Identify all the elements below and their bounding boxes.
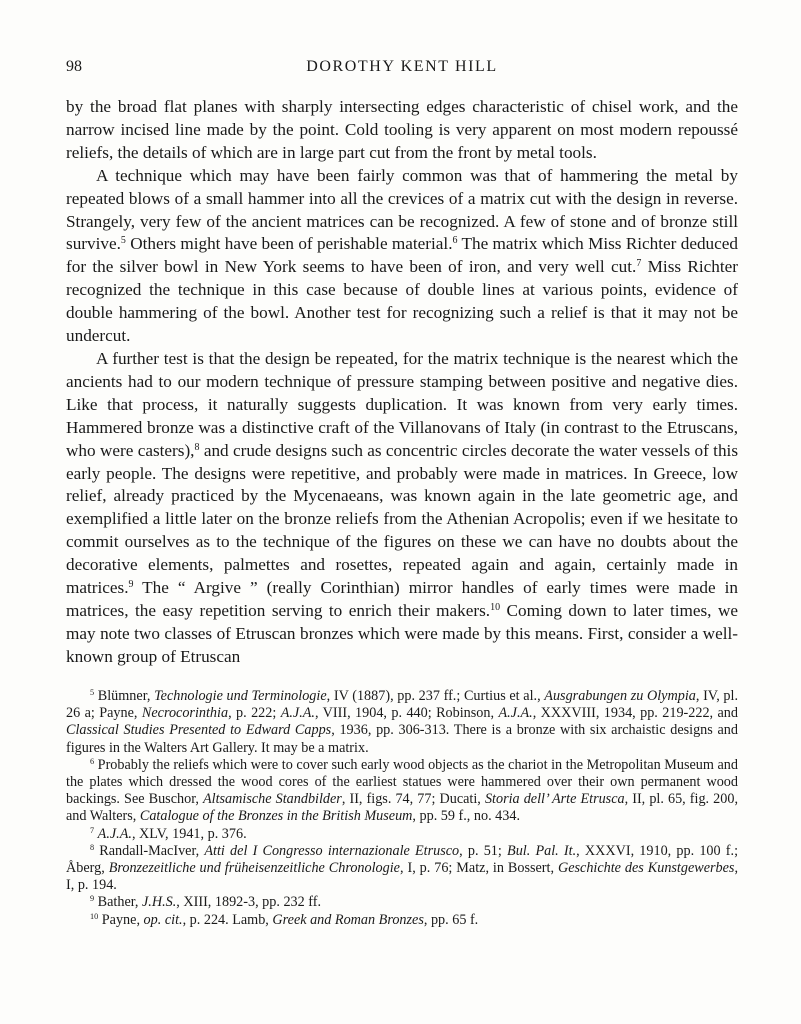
italic-title: J.H.S. — [142, 894, 177, 911]
paragraph — [66, 165, 738, 348]
text-run: , XXXVIII, 1934, pp. 219-222, and — [532, 705, 738, 722]
italic-title: Greek and Roman Bronzes — [272, 911, 424, 928]
footnote-marker: 6 — [90, 756, 95, 766]
italic-title: op. cit. — [143, 911, 183, 928]
footnote — [66, 894, 738, 911]
text-run: Probably the reliefs which were to cover such early wood objects as the chariot in the Metropolitan Museum and the plates which dressed the wood cores of the earliest statues were hammered over their own permanent wood backings. See Buschor, — [66, 756, 738, 808]
footnote-marker: 8 — [194, 441, 200, 453]
text-run: , pp. 59 f., no. 434. — [412, 808, 521, 825]
text-run: Others might have been of perishable material. — [125, 234, 453, 254]
text-run: , p. 222; — [228, 705, 281, 722]
footnote-marker: 6 — [452, 235, 458, 247]
text-run: , II, pl. 65, fig. 200, and Walters, — [66, 791, 739, 825]
italic-title: Ausgrabungen zu Olympia — [544, 688, 696, 704]
footnote — [66, 688, 738, 757]
italic-title: Classical Studies Presented to Edward Capps — [66, 722, 332, 739]
paragraph — [66, 348, 738, 669]
text-run: , p. 51; — [459, 842, 508, 859]
footnote-marker: 10 — [490, 601, 501, 613]
italic-title: Storia dell’ Arte Etrusca — [484, 791, 625, 808]
text-run: , IV (1887), pp. 237 ff.; Curtius et al., — [326, 688, 545, 704]
text-run: , IV, pl. 26 a; Payne, — [66, 688, 738, 722]
text-run: , XXXVI, 1910, pp. 100 f.; Åberg, — [66, 842, 739, 877]
text-run: and crude designs such as concentric circles decorate the water vessels of this early people. The designs were repetitive, and probably were made in matrices. In Greece, low relief, already practiced by the Mycenaeans, was known again in the late geometric age, and exemplified a little later on the bronze reliefs from the Athenian Acropolis; even if we hesitate to commit ourselves as to the technique of the figures on these we can have no doubts about the decorative elements, palmettes and rosettes, repeated again and again, certainly made in matrices. — [66, 440, 739, 598]
text-run: , XLV, 1941, p. 376. — [131, 825, 247, 842]
text-run: Payne, — [98, 911, 144, 928]
text-run: A technique which may have been fairly common was that of hammering the metal by repeated blows of a small hammer into all the crevices of a matrix cut with the design in reverse. Strangely, very few of the ancient matrices can be recognized. A few of stone and of bronze still survive. — [66, 165, 738, 254]
paragraph — [66, 96, 738, 165]
footnote — [66, 843, 738, 895]
text-run: Bather, — [94, 894, 142, 911]
text-run: A further test is that the design be repeated, for the matrix technique is the nearest which the ancients had to our modern technique of pressure stamping between positive and negative dies. Like that process, it naturally suggests duplication. It was known from very early times. Hammered bronze was a distinctive craft of the Villanovans of Italy (in contrast to the Etruscans, who were casters), — [66, 348, 738, 460]
italic-title: Geschichte des Kunstgewerbes — [557, 860, 735, 877]
footnote-marker: 7 — [636, 258, 642, 270]
text-run: , pp. 65 f. — [423, 911, 479, 928]
footnote — [66, 757, 738, 826]
page-header — [66, 58, 738, 82]
italic-title: Technologie und Terminologie — [154, 688, 327, 704]
footnote-marker: 5 — [90, 688, 95, 698]
italic-title: Necrocorinthia — [141, 705, 229, 722]
running-title: DOROTHY KENT HILL — [306, 58, 498, 75]
text-run: The “ Argive ” (really Corinthian) mirror handles of early times were made in matrices, the easy repetition serving to enrich their makers. — [66, 578, 738, 620]
text-run: The matrix which Miss Richter deduced for the silver bowl in New York seems to have been of iron, and very well cut. — [66, 234, 738, 277]
text-run: Blümner, — [94, 688, 155, 704]
text-run: Coming down to later times, we may note two classes of Etruscan bronzes which were made by this means. First, consider a well-known group of Etruscan — [66, 600, 738, 666]
text-run: by the broad flat planes with sharply intersecting edges characteristic of chisel work, and the narrow incised line made by the point. Cold tooling is very apparent on most modern repoussé reliefs, the details of which are in large part cut from the front by metal tools. — [66, 97, 738, 162]
footnote-marker: 10 — [90, 911, 99, 921]
text-run: , XIII, 1892-3, pp. 232 ff. — [176, 894, 322, 911]
italic-title: Bronzezeitliche und früheisenzeitliche Chronologie — [108, 860, 400, 877]
italic-title: A.J.A. — [280, 705, 315, 722]
text-run: Randall-MacIver, — [94, 842, 205, 859]
body-text — [66, 96, 738, 669]
footnote-marker: 7 — [90, 825, 95, 835]
italic-title: Atti del I Congresso internazionale Etrusco — [204, 842, 460, 859]
text-run: , I, p. 194. — [66, 860, 739, 894]
footnote-marker: 9 — [90, 894, 95, 904]
page-number: 98 — [66, 58, 82, 75]
italic-title: Altsamische Standbilder — [202, 791, 342, 808]
footnotes — [66, 688, 738, 929]
footnote-marker: 5 — [120, 235, 126, 247]
text-run: , p. 224. Lamb, — [182, 911, 273, 928]
footnote-marker: 9 — [128, 579, 134, 591]
text-run: , I, p. 76; Matz, in Bossert, — [399, 860, 558, 877]
footnote — [66, 826, 738, 843]
text-run: , II, figs. 74, 77; Ducati, — [341, 791, 485, 808]
italic-title: Bul. Pal. It. — [507, 842, 577, 859]
italic-title: A.J.A. — [97, 825, 132, 842]
italic-title: A.J.A. — [498, 705, 533, 722]
footnote — [66, 912, 738, 929]
text-run: , 1936, pp. 306-313. There is a bronze with six archaistic designs and figures in the Walters Art Gallery. It may be a matrix. — [66, 722, 738, 756]
text-run: Miss Richter recognized the technique in this case because of double lines at various points, evidence of double hammering of the bowl. Another test for recognizing such a relief is that it may not be undercut. — [66, 257, 738, 346]
italic-title: Catalogue of the Bronzes in the British Museum — [139, 808, 413, 825]
footnote-marker: 8 — [90, 842, 95, 852]
text-run: , VIII, 1904, p. 440; Robinson, — [314, 705, 499, 722]
